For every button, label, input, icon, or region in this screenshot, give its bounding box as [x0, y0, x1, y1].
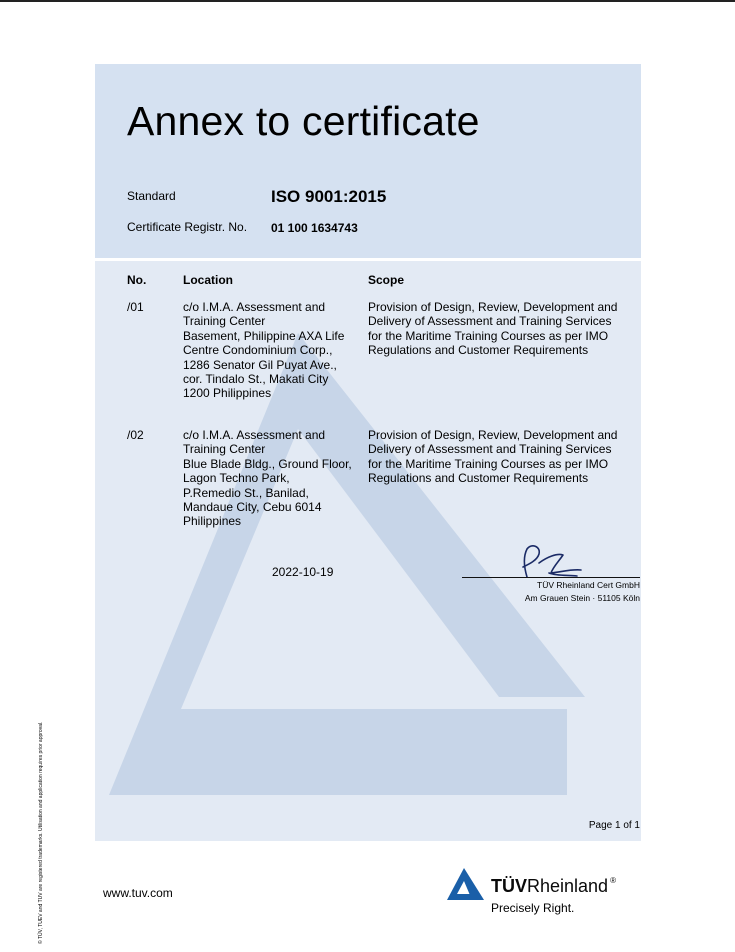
brand-wordmark-bold: TÜV	[491, 876, 527, 896]
row-2-scope: Provision of Design, Review, Development and Delivery of Assessment and Training Services for the Maritime Training Courses as per IMO Regulations and Customer Requirements	[368, 428, 618, 486]
website-url: www.tuv.com	[103, 886, 173, 900]
tuv-logo-triangle-icon	[446, 867, 486, 901]
issuer-address: Am Grauen Stein · 51105 Köln	[524, 593, 640, 603]
row-2-location: c/o I.M.A. Assessment and Training Center Blue Blade Bldg., Ground Floor, Lagon Techno Park, P.Remedio St., Banilad, Mandaue City, Cebu 6014 Philippines	[183, 428, 352, 529]
column-header-location: Location	[183, 273, 233, 287]
registration-value: 01 100 1634743	[271, 221, 358, 235]
registration-label: Certificate Registr. No.	[127, 220, 248, 234]
issue-date: 2022-10-19	[272, 565, 334, 579]
top-border-rule	[0, 0, 735, 2]
column-header-no: No.	[127, 273, 147, 287]
standard-value: ISO 9001:2015	[271, 187, 387, 206]
brand-wordmark	[491, 876, 616, 897]
row-2-number: /02	[127, 428, 144, 442]
registered-mark: ®	[610, 876, 616, 885]
signature-line	[462, 577, 640, 578]
row-1-scope: Provision of Design, Review, Development and Delivery of Assessment and Training Services for the Maritime Training Courses as per IMO Regulations and Customer Requirements	[368, 300, 618, 358]
column-header-scope: Scope	[368, 273, 405, 287]
trademark-notice: © TÜV, TUEV and TUV are registered trademarks. Utilisation and application requires prior approval.	[38, 721, 44, 944]
brand-wordmark-rest: Rheinland	[527, 876, 609, 896]
standard-label: Standard	[127, 189, 176, 203]
row-1-number: /01	[127, 300, 144, 314]
row-1-location: c/o I.M.A. Assessment and Training Center Basement, Philippine AXA Life Centre Condominium Corp., 1286 Senator Gil Puyat Ave., cor. Tindalo St., Makati City 1200 Philippines	[183, 300, 345, 401]
page-indicator: Page 1 of 1	[588, 820, 640, 831]
issuer-name: TÜV Rheinland Cert GmbH	[537, 580, 640, 590]
page-title: Annex to certificate	[127, 98, 480, 144]
brand-tagline: Precisely Right.	[491, 901, 575, 915]
